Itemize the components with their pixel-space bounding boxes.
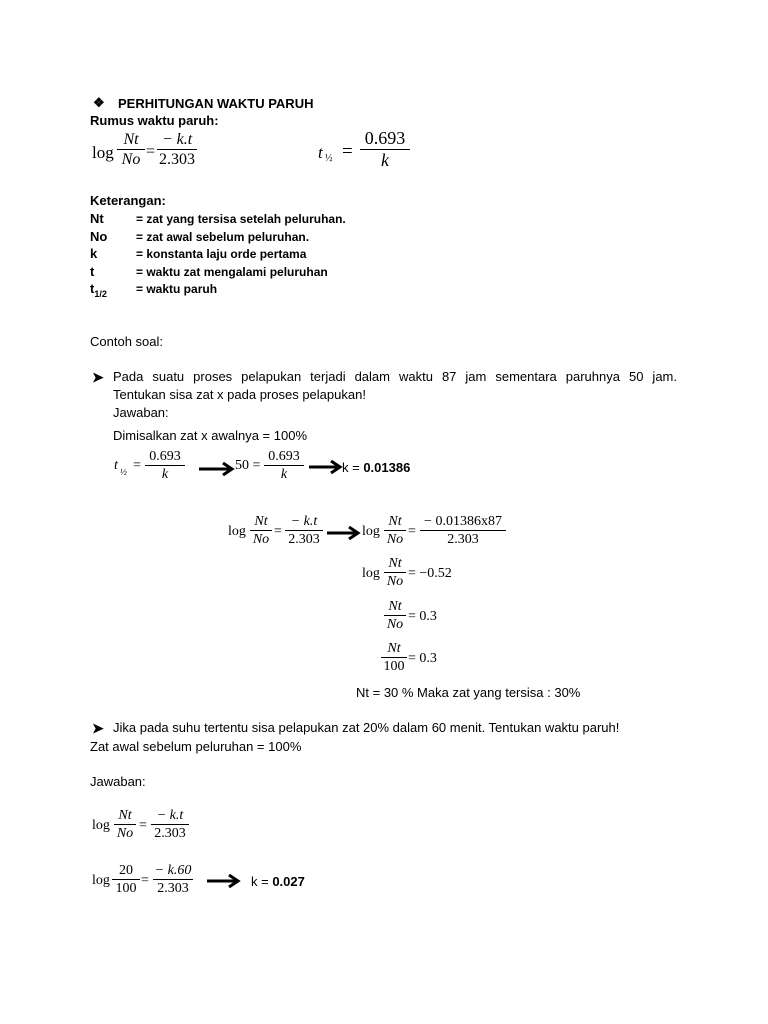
denominator: 2.303 (154, 826, 186, 841)
fraction-kt (285, 513, 323, 548)
numerator: Nt (254, 514, 268, 529)
fraction-substituted (420, 513, 506, 548)
lhs-50: 50 = (235, 458, 261, 473)
q2-line1: Jika pada suhu tertentu sisa pelapukan zat 20% dalam 60 menit. Tentukan waktu paruh! (113, 720, 620, 735)
numerator: 0.693 (268, 449, 300, 464)
numerator: 20 (119, 863, 133, 878)
t-symbol: t (114, 458, 118, 473)
numerator: − 0.01386x87 (424, 514, 502, 529)
t-subscript: ½ (325, 153, 333, 164)
rhs-value: = −0.52 (408, 566, 452, 581)
arrow-bullet-icon: ➤ (92, 369, 104, 385)
fraction-0693-k (360, 128, 410, 171)
numerator: 0.693 (364, 128, 406, 148)
q2-k-result (251, 874, 305, 890)
q2-line2: Zat awal sebelum peluruhan = 100% (90, 739, 302, 754)
fraction-kt (157, 130, 197, 169)
arrow-icon (199, 462, 235, 476)
legend-sym-no: No (90, 229, 108, 244)
equals-sign: = (146, 143, 156, 160)
equals-sign: = (139, 818, 147, 833)
fraction-k60 (153, 862, 193, 897)
equals-sign: = (342, 141, 353, 162)
fraction-nt-no (384, 513, 406, 548)
legend-desc-k: = konstanta laju orde pertama (136, 247, 307, 261)
arrow-icon (309, 460, 343, 474)
legend-desc-t: = waktu zat mengalami peluruhan (136, 265, 328, 279)
q1-answer-label: Jawaban: (113, 405, 169, 420)
denominator: 100 (115, 881, 137, 896)
equals-sign: = (408, 524, 416, 539)
t-subscript: ½ (120, 467, 127, 477)
denominator: No (386, 574, 404, 589)
numerator: Nt (388, 556, 402, 571)
t-symbol: t (318, 143, 323, 162)
log-label: log (92, 818, 110, 833)
fraction-nt-100 (381, 640, 407, 675)
legend-sym-nt: Nt (90, 211, 104, 226)
fraction-nt-no (117, 130, 145, 169)
q1-result: Nt = 30 % Maka zat yang tersisa : 30% (356, 685, 581, 700)
legend-sym-half (90, 281, 107, 298)
k-prefix: k = (342, 460, 364, 475)
legend-desc-half: = waktu paruh (136, 282, 218, 296)
fraction-nt-no (384, 598, 406, 633)
q1-assumption: Dimisalkan zat x awalnya = 100% (113, 428, 308, 443)
fraction-kt (151, 807, 189, 842)
half-subscript: 1/2 (94, 289, 107, 299)
numerator: − k.60 (154, 863, 192, 878)
denominator: 100 (383, 659, 405, 674)
denominator: k (161, 467, 169, 482)
denominator: No (386, 617, 404, 632)
formula-label: Rumus waktu paruh: (90, 113, 219, 128)
denominator: No (386, 532, 404, 547)
numerator: Nt (387, 641, 401, 656)
denominator: 2.303 (159, 151, 195, 168)
fraction-0693-k-2 (264, 448, 304, 483)
numerator: Nt (123, 131, 139, 148)
page-heading: PERHITUNGAN WAKTU PARUH (118, 96, 314, 111)
denominator: k (280, 467, 288, 482)
legend-desc-nt: = zat yang tersisa setelah peluruhan. (136, 212, 346, 226)
denominator: k (381, 150, 389, 170)
equals-sign: = (141, 873, 149, 888)
denominator: No (252, 532, 270, 547)
arrow-icon (327, 526, 361, 540)
fraction-nt-no (114, 807, 136, 842)
q1-line1-text: Pada suatu proses pelapukan terjadi dalam waktu 87 jam sementara paruhnya 50 jam. (113, 369, 677, 384)
equals-sign: = (133, 458, 141, 473)
fraction-nt-no (384, 555, 406, 590)
k-prefix: k = (251, 874, 273, 889)
legend-desc-no: = zat awal sebelum peluruhan. (136, 230, 310, 244)
numerator: Nt (388, 514, 402, 529)
equals-sign: = (274, 524, 282, 539)
log-label: log (228, 524, 246, 539)
denominator: No (121, 151, 141, 168)
q1-line1 (113, 369, 677, 385)
legend-sym-k: k (90, 246, 98, 261)
denominator: No (116, 826, 134, 841)
arrow-bullet-icon: ➤ (92, 720, 104, 736)
q1-line2: Tentukan sisa zat x pada proses pelapukan! (113, 387, 366, 402)
denominator: 2.303 (157, 881, 189, 896)
q2-answer-label: Jawaban: (90, 774, 146, 789)
q1-k-result (342, 460, 410, 476)
fraction-20-100 (112, 862, 140, 897)
diamond-bullet-icon: ❖ (93, 95, 105, 110)
numerator: − k.t (156, 808, 184, 823)
legend-title: Keterangan: (90, 193, 166, 208)
half-symbol: t (90, 281, 95, 296)
k-value: 0.01386 (363, 460, 411, 475)
rhs-value: = 0.3 (408, 609, 437, 624)
numerator: 0.693 (149, 449, 181, 464)
fraction-nt-no (250, 513, 272, 548)
fraction-0693-k (145, 448, 185, 483)
log-label: log (92, 143, 114, 162)
k-value: 0.027 (272, 874, 305, 889)
log-label: log (362, 566, 380, 581)
numerator: Nt (118, 808, 132, 823)
log-label: log (362, 524, 380, 539)
numerator: − k.t (161, 131, 193, 148)
numerator: Nt (388, 599, 402, 614)
arrow-icon (207, 874, 241, 888)
example-title: Contoh soal: (90, 334, 163, 349)
numerator: − k.t (290, 514, 318, 529)
legend-sym-t: t (90, 264, 95, 279)
denominator: 2.303 (447, 532, 479, 547)
rhs-value: = 0.3 (408, 651, 437, 666)
log-label: log (92, 873, 110, 888)
denominator: 2.303 (288, 532, 320, 547)
